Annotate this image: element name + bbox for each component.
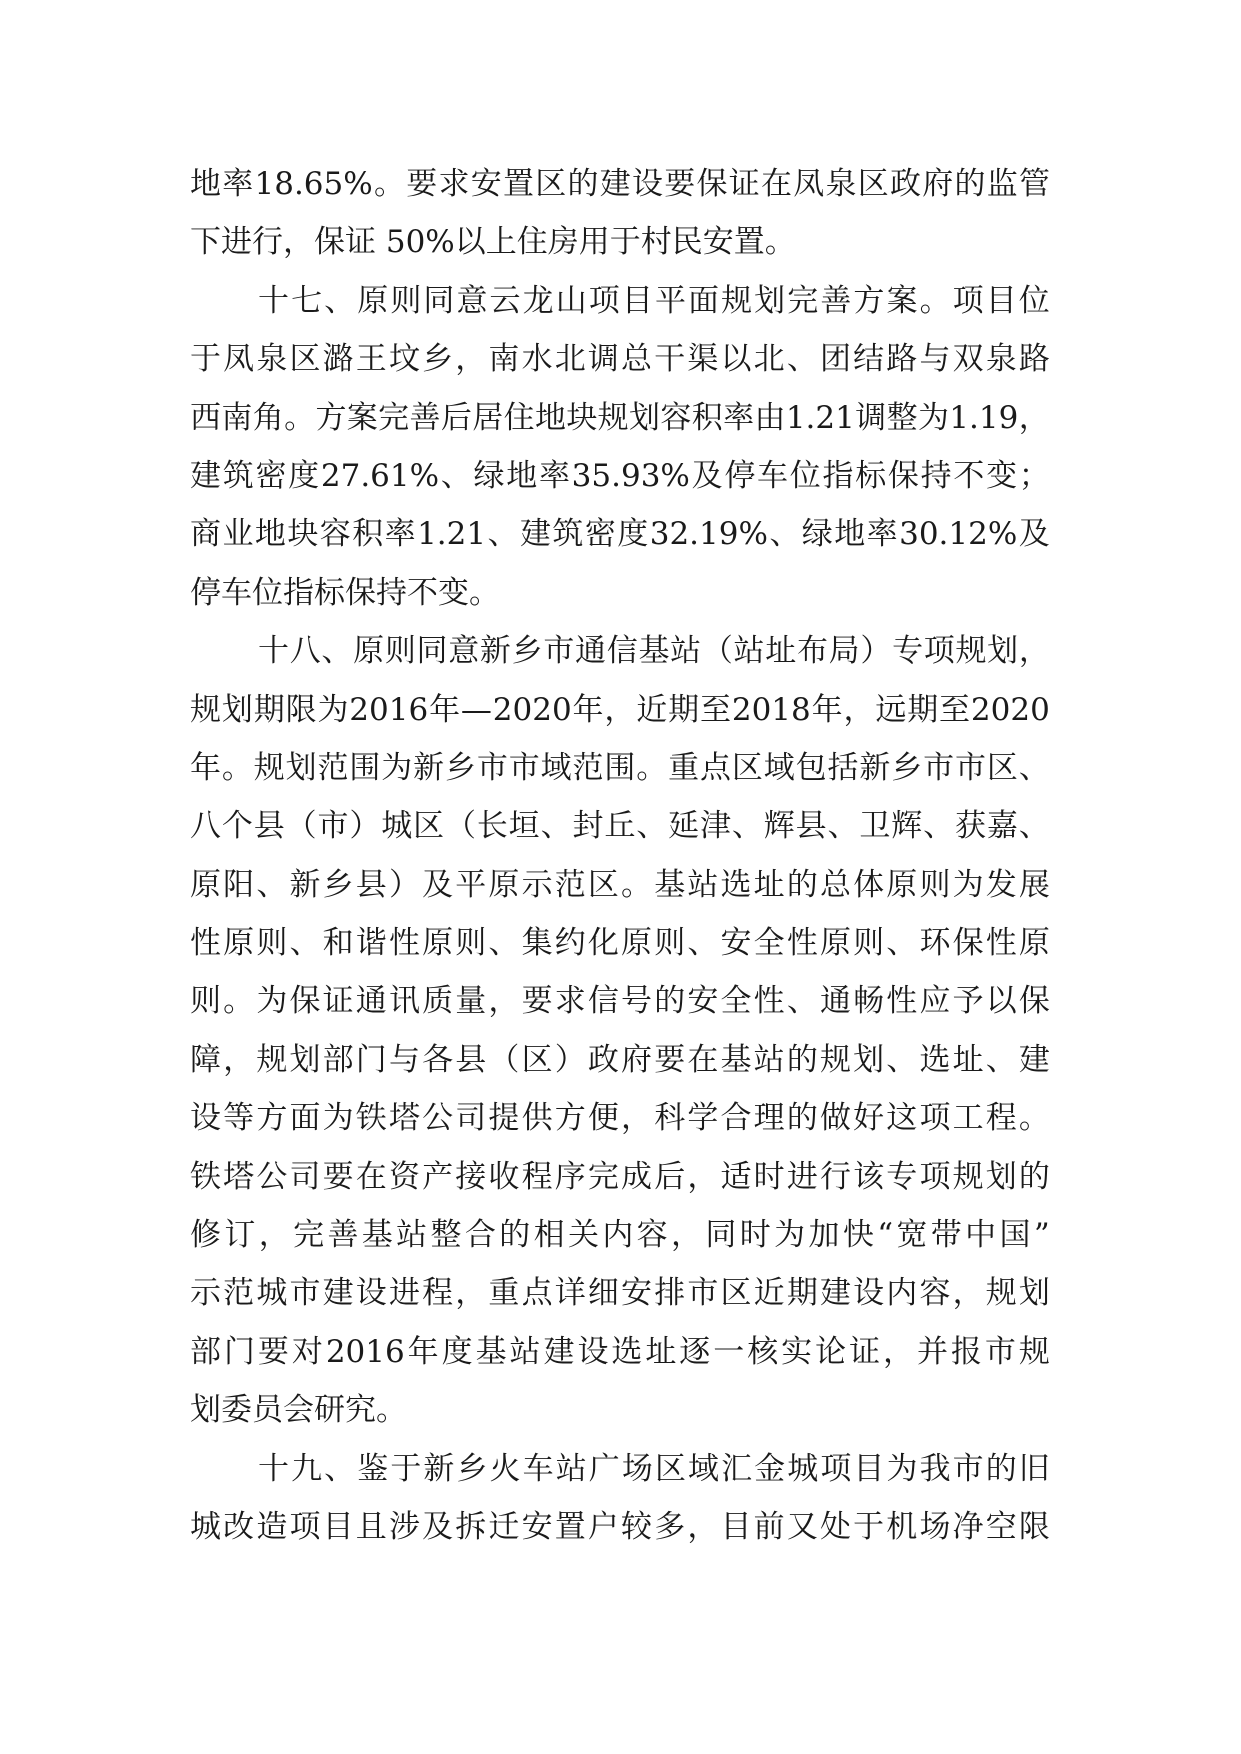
text-line: 八 个 县 （ 市 ） 城 区 （ 长 垣 、 封 丘 、 延 津 、 辉 县 、 卫 辉 、 获 嘉 、 bbox=[190, 808, 1050, 845]
text-line: 十 七 、 原 则 同 意 云 龙 山 项 目 平 面 规 划 完 善 方 案 。 项 目 位 bbox=[258, 282, 1050, 319]
text-line: 则 。 为 保 证 通 讯 质 量 ， 要 求 信 号 的 安 全 性 、 通 畅 性 应 予 以 保 bbox=[190, 983, 1050, 1020]
text-line: 停车位指标保持不变。 bbox=[190, 574, 500, 611]
text-line: 地 率 18.65% 。 要 求 安 置 区 的 建 设 要 保 证 在 凤 泉 区 政 府 的 监 管 bbox=[190, 166, 1050, 202]
text-line: 修 订 ， 完 善 基 站 整 合 的 相 关 内 容 ， 同 时 为 加 快 “ 宽 带 中 国 ” bbox=[190, 1217, 1050, 1254]
text-line: 划委员会研究。 bbox=[190, 1392, 407, 1429]
text-line: 示 范 城 市 建 设 进 程 ， 重 点 详 细 安 排 市 区 近 期 建 设 内 容 ， 规 划 bbox=[190, 1275, 1050, 1312]
body-text bbox=[190, 155, 1050, 1556]
text-line: 下进行，保证 50%以上住房用于村民安置。 bbox=[190, 224, 796, 261]
text-line: 障 ， 规 划 部 门 与 各 县 （ 区 ） 政 府 要 在 基 站 的 规 划 、 选 址 、 建 bbox=[190, 1041, 1050, 1078]
text-line: 铁 塔 公 司 要 在 资 产 接 收 程 序 完 成 后 ， 适 时 进 行 该 专 项 规 划 的 bbox=[190, 1158, 1050, 1195]
text-line: 城 改 造 项 目 且 涉 及 拆 迁 安 置 户 较 多 ， 目 前 又 处 于 机 场 净 空 限 bbox=[190, 1508, 1050, 1545]
text-line: 于 凤 泉 区 潞 王 坟 乡 ， 南 水 北 调 总 干 渠 以 北 、 团 结 路 与 双 泉 路 bbox=[190, 341, 1050, 378]
text-line: 建 筑 密 度 27.61% 、 绿 地 率 35.93% 及 停 车 位 指 标 保 持 不 变 ； bbox=[190, 457, 1050, 494]
text-line: 西 南 角 。 方 案 完 善 后 居 住 地 块 规 划 容 积 率 由 1.21 调 整 为 1.19 ， bbox=[190, 399, 1050, 436]
text-line: 规 划 期 限 为 2016 年 — 2020 年 ， 近 期 至 2018 年 ， 远 期 至 2020 bbox=[190, 691, 1050, 728]
text-line: 部 门 要 对 2016 年 度 基 站 建 设 选 址 逐 一 核 实 论 证 ， 并 报 市 规 bbox=[190, 1333, 1050, 1370]
text-line: 商 业 地 块 容 积 率 1.21 、 建 筑 密 度 32.19% 、 绿 地 率 30.12% 及 bbox=[190, 516, 1050, 553]
text-line: 原 阳 、 新 乡 县 ） 及 平 原 示 范 区 。 基 站 选 址 的 总 体 原 则 为 发 展 bbox=[190, 866, 1050, 903]
text-line: 设 等 方 面 为 铁 塔 公 司 提 供 方 便 ， 科 学 合 理 的 做 好 这 项 工 程 。 bbox=[190, 1100, 1050, 1137]
text-line: 十 九 、 鉴 于 新 乡 火 车 站 广 场 区 域 汇 金 城 项 目 为 我 市 的 旧 bbox=[258, 1450, 1050, 1487]
text-line: 十 八 、 原 则 同 意 新 乡 市 通 信 基 站 （ 站 址 布 局 ） 专 项 规 划 ， bbox=[258, 633, 1050, 670]
text-line: 年 。 规 划 范 围 为 新 乡 市 市 域 范 围 。 重 点 区 域 包 括 新 乡 市 市 区 、 bbox=[190, 749, 1050, 786]
text-line: 性 原 则 、 和 谐 性 原 则 、 集 约 化 原 则 、 安 全 性 原 则 、 环 保 性 原 bbox=[190, 925, 1050, 962]
